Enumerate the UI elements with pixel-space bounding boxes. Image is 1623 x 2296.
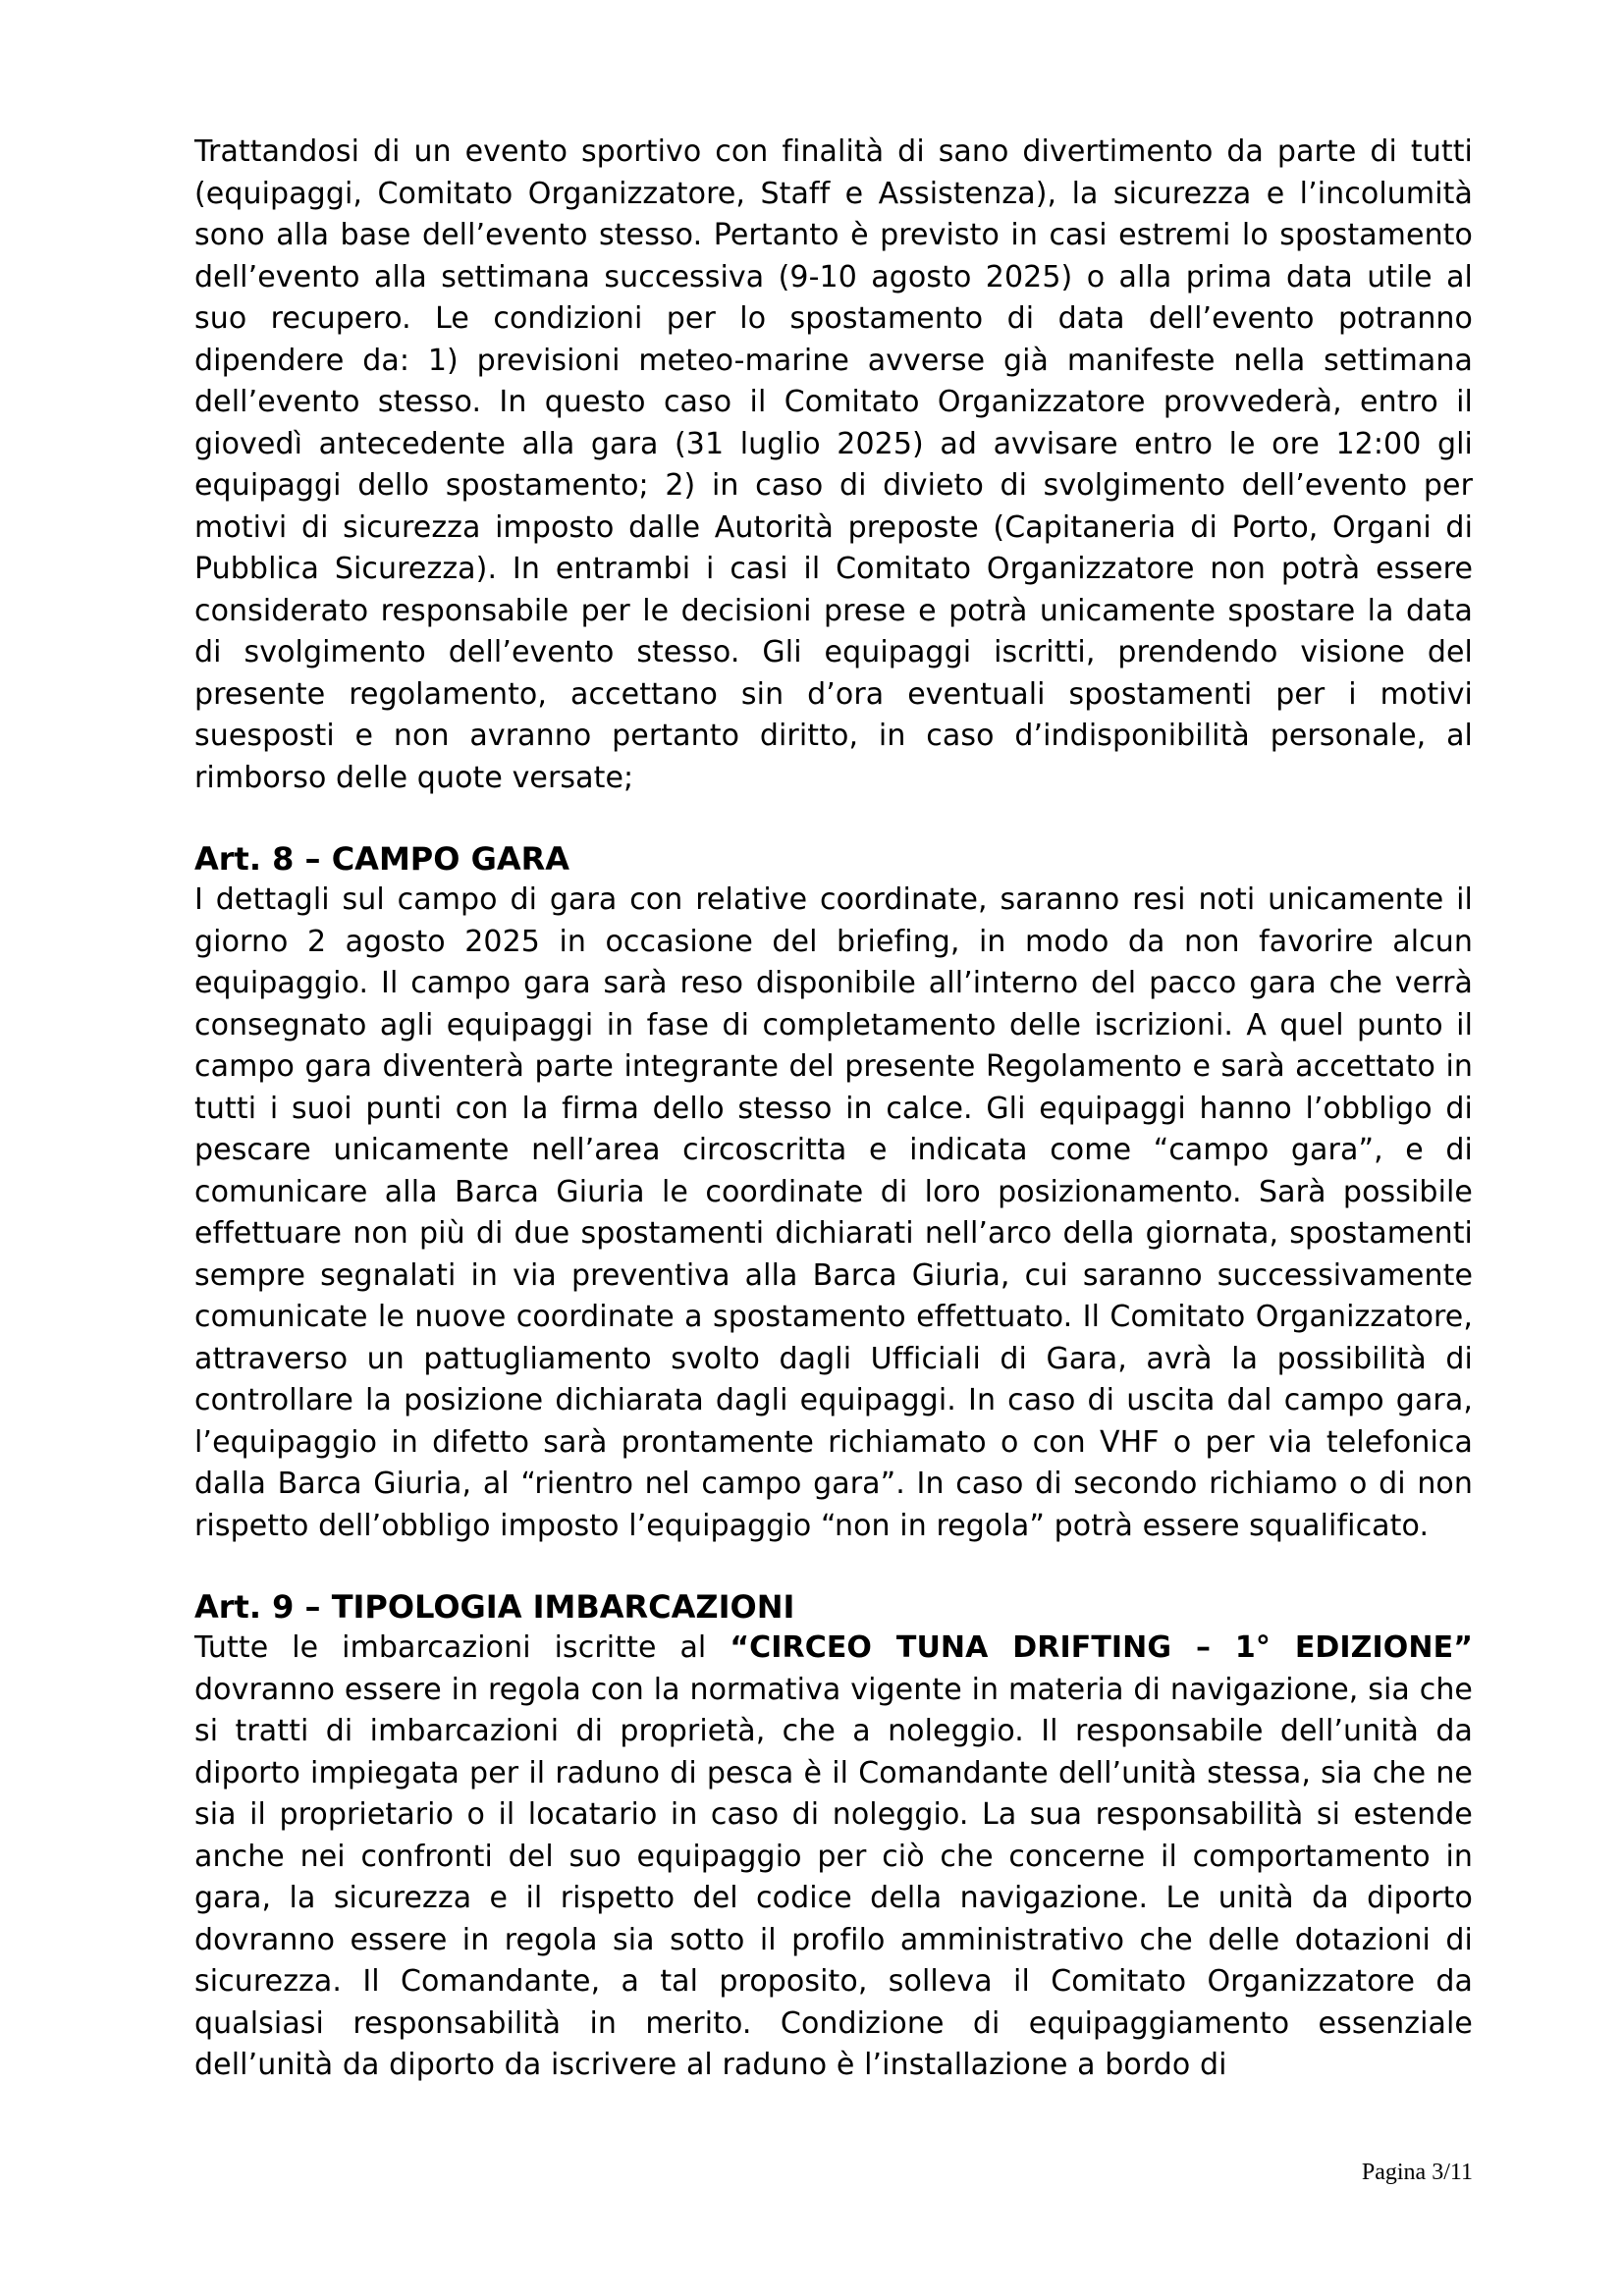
art9-heading: Art. 9 – TIPOLOGIA IMBARCAZIONI xyxy=(194,1588,795,1626)
document-page xyxy=(194,132,1473,2087)
art9-body-lead: Tutte le imbarcazioni iscritte al xyxy=(194,1630,707,1665)
section-spacer xyxy=(194,799,1473,838)
art8-body: I dettagli sul campo di gara con relative coordinate, saranno resi noti unicamente il giorno 2 agosto 2025 in occasione del briefing, in modo da non favorire alcun equipaggio. Il campo gara sarà reso disponibile all’interno del pacco gara che verrà consegnato agli equipaggi in fase di completamento delle iscrizioni. A quel punto il campo gara diventerà parte integrante del presente Regolamento e sarà accettato in tutti i suoi punti con la firma dello stesso in calce. Gli equipaggi hanno l’obbligo di pescare unicamente nell’area circoscritta e indicata come “campo gara”, e di comunicare alla Barca Giuria le coordinate di loro posizionamento. Sarà possibile effettuare non più di due spostamenti dichiarati nell’arco della giornata, spostamenti sempre segnalati in via preventiva alla Barca Giuria, cui saranno successivamente comunicate le nuove coordinate a spostamento effettuato. Il Comitato Organizzatore, attraverso un pattugliamento svolto dagli Ufficiali di Gara, avrà la possibilità di controllare la posizione dichiarata dagli equipaggi. In caso di uscita dal campo gara, l’equipaggio in difetto sarà prontamente richiamato o con VHF o per via telefonica dalla Barca Giuria, al “rientro nel campo gara”. In caso di secondo richiamo o di non rispetto dell’obbligo imposto l’equipaggio “non in regola” potrà essere squalificato. xyxy=(194,882,1473,1543)
page-number: Pagina 3/11 xyxy=(1361,2160,1473,2185)
art8-heading: Art. 8 – CAMPO GARA xyxy=(194,840,570,878)
intro-paragraph: Trattandosi di un evento sportivo con finalità di sano divertimento da parte di tutti (equipaggi, Comitato Organizzatore, Staff e Assistenza), la sicurezza e l’incolumità sono alla base dell’evento stesso. Pertanto è previsto in casi estremi lo spostamento dell’evento alla settimana successiva (9-10 agosto 2025) o alla prima data utile al suo recupero. Le condizioni per lo spostamento di data dell’evento potranno dipendere da: 1) previsioni meteo-marine avverse già manifeste nella settimana dell’evento stesso. In questo caso il Comitato Organizzatore provvederà, entro il giovedì antecedente alla gara (31 luglio 2025) ad avvisare entro le ore 12:00 gli equipaggi dello spostamento; 2) in caso di divieto di svolgimento dell’evento per motivi di sicurezza imposto dalle Autorità preposte (Capitaneria di Porto, Organi di Pubblica Sicurezza). In entrambi i casi il Comitato Organizzatore non potrà essere considerato responsabile per le decisioni prese e potrà unicamente spostare la data di svolgimento dell’evento stesso. Gli equipaggi iscritti, prendendo visione del presente regolamento, accettano sin d’ora eventuali spostamenti per i motivi suesposti e non avranno pertanto diritto, in caso d’indisponibilità personale, al rimborso delle quote versate; xyxy=(194,134,1473,795)
art9-body xyxy=(194,1628,1473,2087)
art9-body-rest: dovranno essere in regola con la normativa vigente in materia di navigazione, sia che si tratti di imbarcazioni di proprietà, che a noleggio. Il responsabile dell’unità da diporto impiegata per il raduno di pesca è il Comandante dell’unità stessa, sia che ne sia il proprietario o il locatario in caso di noleggio. La sua responsabilità si estende anche nei confronti del suo equipaggio per ciò che concerne il comportamento in gara, la sicurezza e il rispetto del codice della navigazione. Le unità da diporto dovranno essere in regola sia sotto il profilo amministrativo che delle dotazioni di sicurezza. Il Comandante, a tal proposito, solleva il Comitato Organizzatore da qualsiasi responsabilità in merito. Condizione di equipaggiamento essenziale dell’unità da diporto da iscrivere al raduno è l’installazione a bordo di xyxy=(194,1672,1473,2082)
event-name: “CIRCEO TUNA DRIFTING – 1° EDIZIONE” xyxy=(730,1630,1474,1665)
section-spacer xyxy=(194,1547,1473,1586)
